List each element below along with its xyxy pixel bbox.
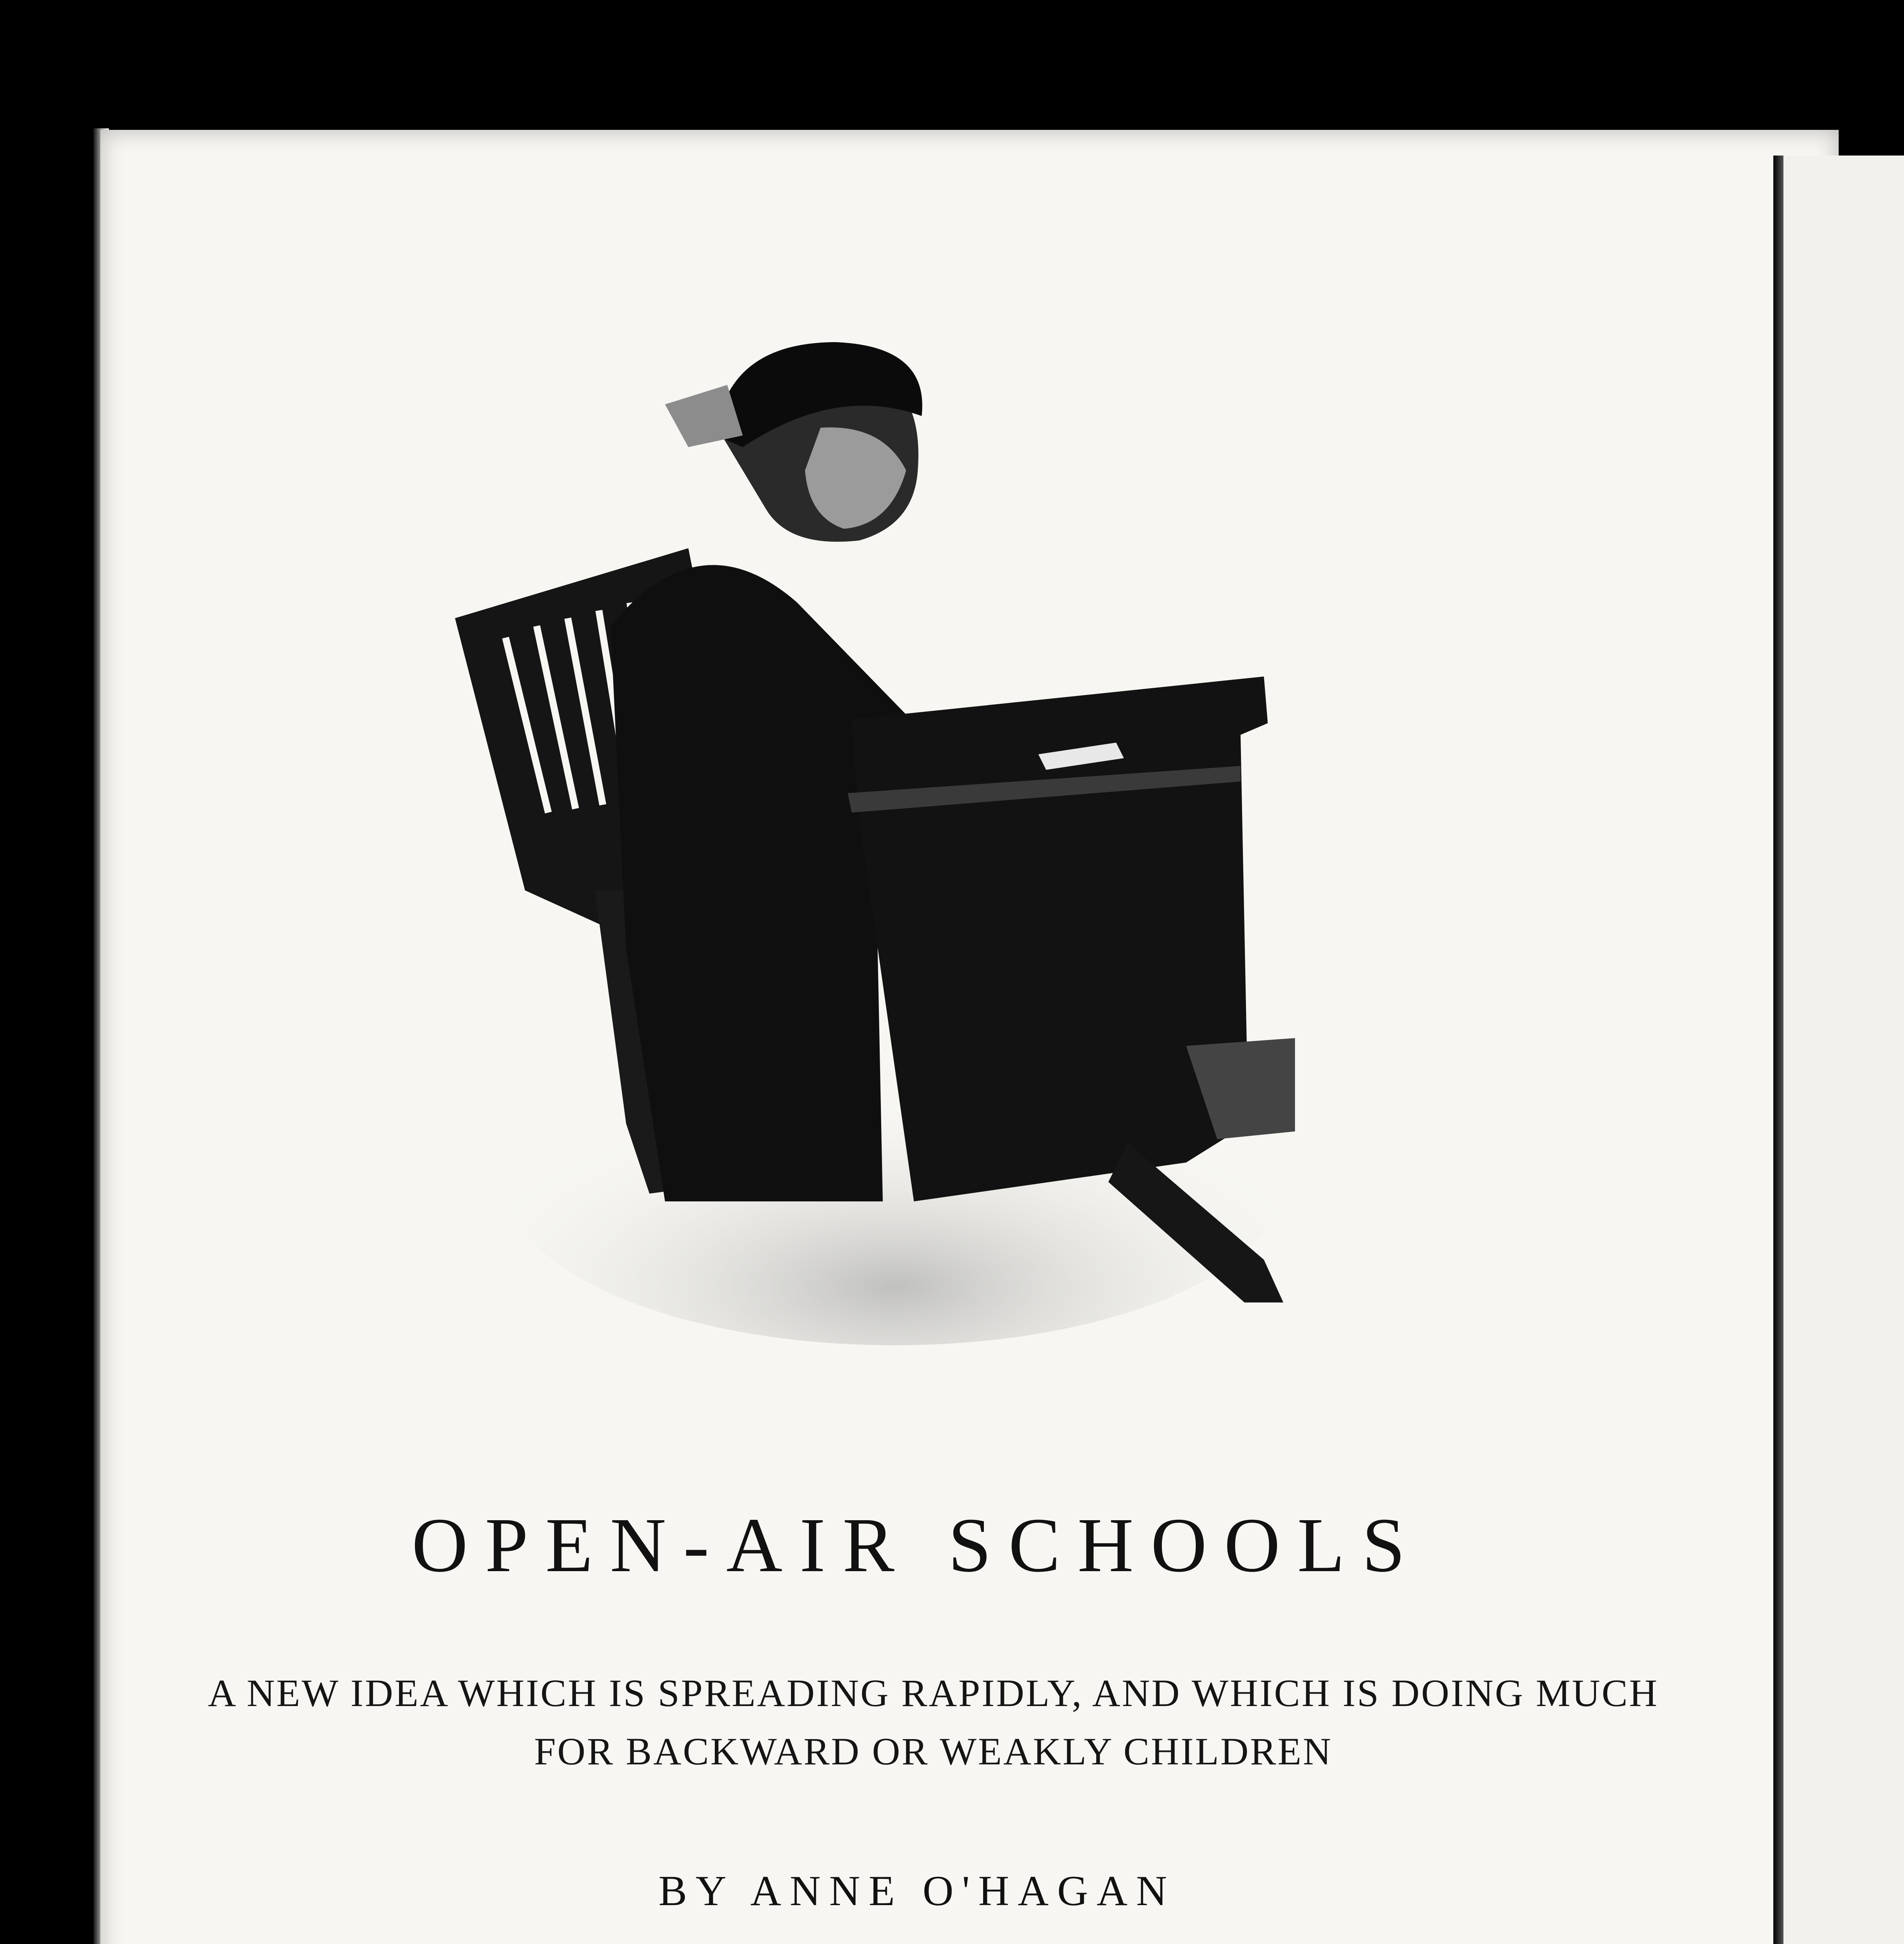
article-title: OPEN-AIR SCHOOLS [411, 1502, 1423, 1588]
article-subtitle: A NEW IDEA WHICH IS SPREADING RAPIDLY, AND WHICH IS DOING MUCH FOR BACKWARD OR WEAKLY CHILDREN [208, 1671, 1659, 1773]
facing-page-strip [1781, 156, 1904, 1944]
child-at-desk-photo [447, 307, 1326, 1345]
spine-shadow [1773, 156, 1783, 1944]
article-byline: BY ANNE O'HAGAN [658, 1867, 1176, 1914]
